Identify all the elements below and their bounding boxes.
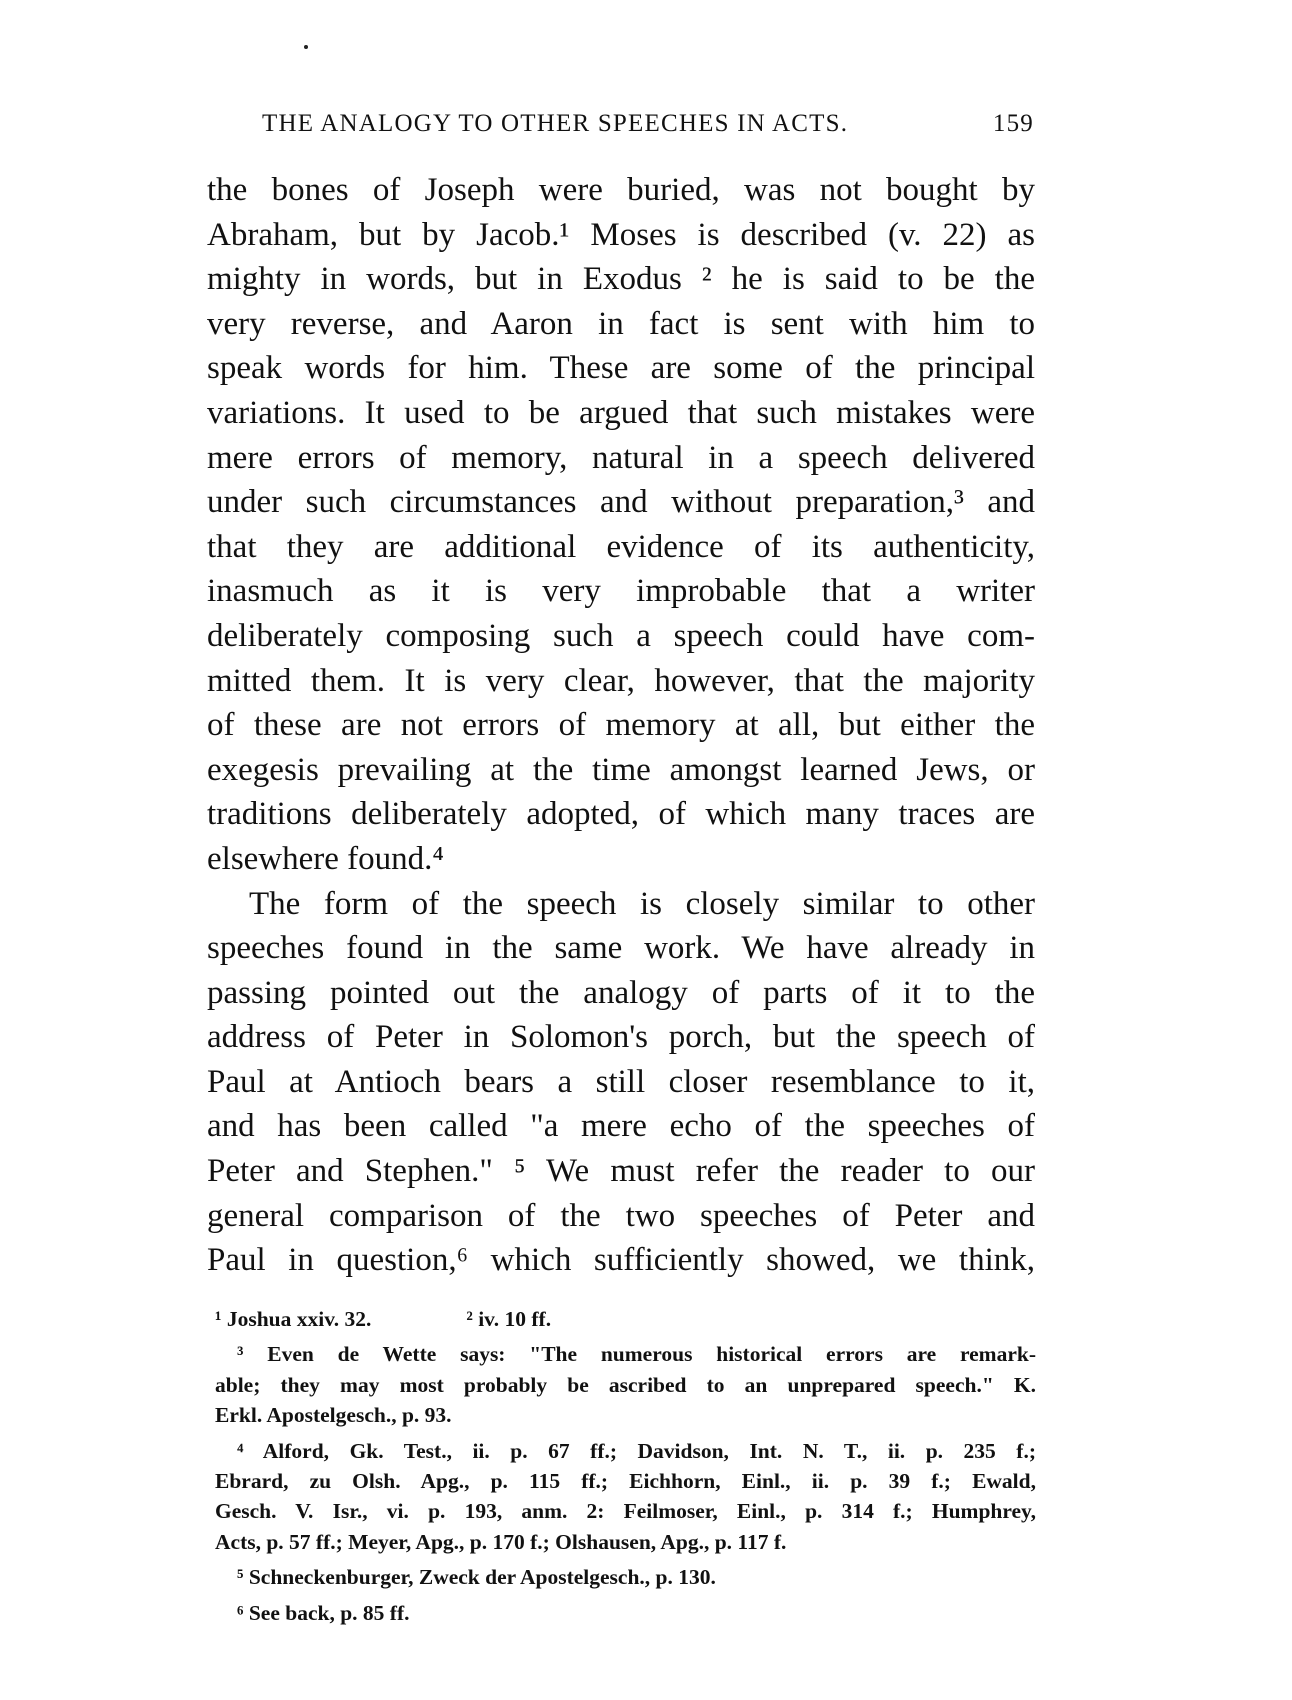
scan-speck: [304, 45, 308, 49]
footnote-2: ² iv. 10 ff.: [466, 1307, 552, 1331]
body-line: Paul in question,⁶ which sufficiently showed, we think,: [207, 1242, 1035, 1279]
footnote-3-line: ³ Even de Wette says: "The numerous historical errors are remark-: [237, 1342, 1036, 1367]
running-head: [262, 110, 1034, 140]
footnote-4-line: Acts, p. 57 ff.; Meyer, Apg., p. 170 f.; Olshausen, Apg., p. 117 f.: [215, 1529, 787, 1554]
body-line: address of Peter in Solomon's porch, but the speech of: [207, 1019, 1035, 1056]
body-line: Abraham, but by Jacob.¹ Moses is described (v. 22) as: [207, 216, 1035, 253]
body-line: mitted them. It is very clear, however, that the majority: [207, 662, 1035, 699]
body-line: passing pointed out the analogy of parts of it to the: [207, 974, 1035, 1011]
footnote-4-line: Gesch. V. Isr., vi. p. 193, anm. 2: Feilmoser, Einl., p. 314 f.; Humphrey,: [215, 1499, 1036, 1524]
body-line: Paul at Antioch bears a still closer resemblance to it,: [207, 1063, 1035, 1100]
body-line: inasmuch as it is very improbable that a writer: [207, 573, 1035, 610]
body-text: [207, 168, 1035, 1283]
body-line: mighty in words, but in Exodus ² he is said to be the: [207, 261, 1035, 298]
footnote-4-line: ⁴ Alford, Gk. Test., ii. p. 67 ff.; Davidson, Int. N. T., ii. p. 235 f.;: [237, 1438, 1036, 1463]
footnote-1: ¹ Joshua xxiv. 32.: [215, 1307, 372, 1331]
body-line: very reverse, and Aaron in fact is sent with him to: [207, 305, 1035, 342]
footnote-3-line: able; they may most probably be ascribed to an unprepared speech." K.: [215, 1372, 1036, 1397]
body-line: deliberately composing such a speech could have com-: [207, 617, 1035, 654]
footnotes: [215, 1304, 1036, 1628]
body-line: Peter and Stephen." ⁵ We must refer the reader to our: [207, 1153, 1035, 1190]
page-number: 159: [992, 110, 1034, 137]
body-line: and has been called "a mere echo of the speeches of: [207, 1108, 1035, 1145]
body-line: traditions deliberately adopted, of which many traces are: [207, 796, 1035, 833]
body-line: exegesis prevailing at the time amongst learned Jews, or: [207, 751, 1035, 788]
footnote-4-line: Ebrard, zu Olsh. Apg., p. 115 ff.; Eichhorn, Einl., ii. p. 39 f.; Ewald,: [215, 1468, 1036, 1493]
body-line: The form of the speech is closely similar to other: [249, 885, 1035, 922]
body-line: that they are additional evidence of its authenticity,: [207, 528, 1035, 565]
body-line: the bones of Joseph were buried, was not bought by: [207, 172, 1035, 208]
body-line: speeches found in the same work. We have already in: [207, 930, 1035, 967]
body-line: speak words for him. These are some of the principal: [207, 350, 1035, 387]
footnote-6: ⁶ See back, p. 85 ff.: [237, 1600, 410, 1625]
footnote-row-1-2: [215, 1304, 1036, 1334]
body-line: mere errors of memory, natural in a speech delivered: [207, 439, 1035, 476]
body-line: under such circumstances and without preparation,³ and: [207, 484, 1035, 521]
body-line: elsewhere found.⁴: [207, 840, 444, 877]
footnote-5: ⁵ Schneckenburger, Zweck der Apostelgesch., p. 130.: [237, 1565, 716, 1590]
running-title: THE ANALOGY TO OTHER SPEECHES IN ACTS.: [262, 110, 849, 137]
body-line: general comparison of the two speeches of Peter and: [207, 1197, 1035, 1234]
footnote-3-line: Erkl. Apostelgesch., p. 93.: [215, 1403, 452, 1428]
body-line: of these are not errors of memory at all, but either the: [207, 707, 1035, 744]
body-line: variations. It used to be argued that such mistakes were: [207, 394, 1035, 431]
